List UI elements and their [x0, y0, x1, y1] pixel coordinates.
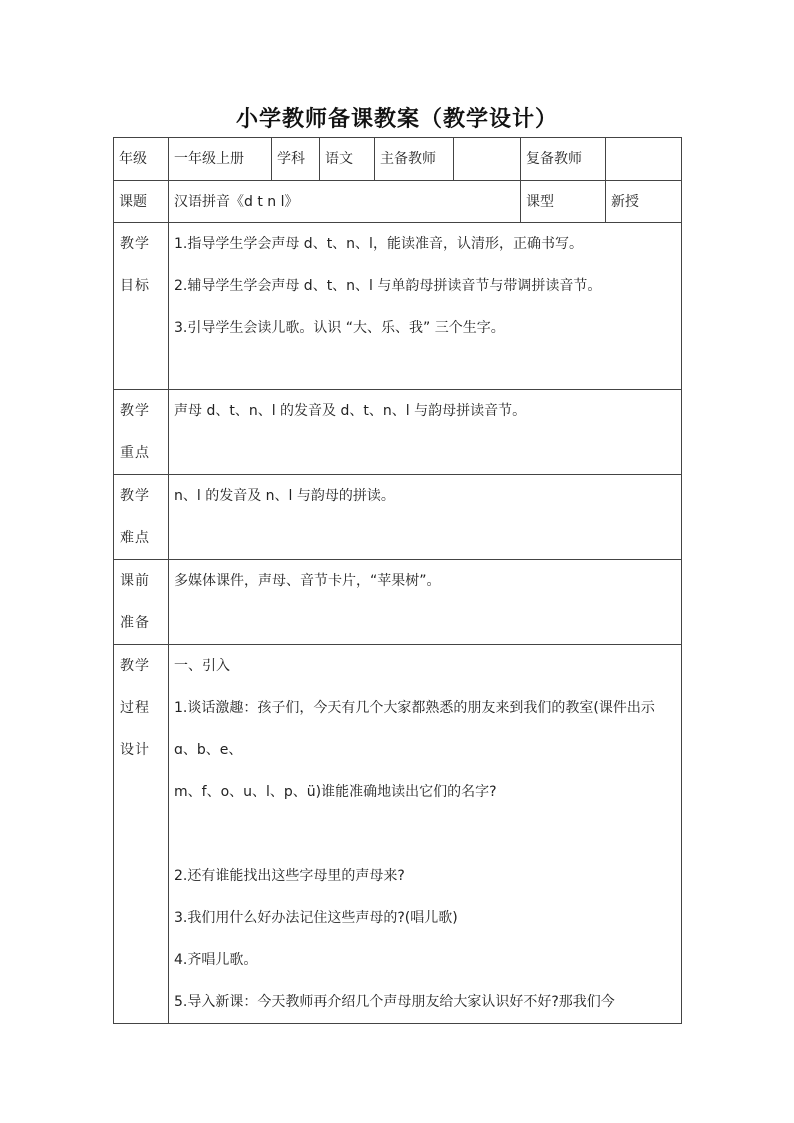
process-step-2: 2.还有谁能找出这些字母里的声母来? — [174, 868, 405, 884]
process-label-line-1: 教学 — [120, 658, 150, 674]
grade-label: 年级 — [114, 138, 169, 181]
lesson-type-label: 课型 — [521, 181, 606, 223]
process-step-1-cont: m、f、o、u、l、p、ü)谁能准确地读出它们的名字? — [174, 784, 497, 800]
blank-spacer — [174, 813, 676, 855]
header-row-2 — [114, 181, 682, 223]
topic-value: 汉语拼音《d t n l》 — [169, 181, 521, 223]
difficulties-content — [169, 475, 682, 560]
review-teacher-label: 复备教师 — [521, 138, 606, 181]
difficulties-label-line-1: 教学 — [120, 488, 150, 504]
lesson-type-value: 新授 — [606, 181, 682, 223]
header-row-1 — [114, 138, 682, 181]
goal-line-1: 1.指导学生学会声母 d、t、n、l，能读准音，认清形，正确书写。 — [174, 236, 583, 252]
difficulties-text: n、l 的发音及 n、l 与韵母的拼读。 — [174, 488, 395, 504]
key-points-label-line-1: 教学 — [120, 403, 150, 419]
key-points-label — [114, 390, 169, 475]
goal-line-3: 3.引导学生会读儿歌。认识 “大、乐、我” 三个生字。 — [174, 320, 505, 336]
key-points-text: 声母 d、t、n、l 的发音及 d、t、n、l 与韵母拼读音节。 — [174, 403, 527, 419]
goal-line-2: 2.辅导学生学会声母 d、t、n、l 与单韵母拼读音节与带调拼读音节。 — [174, 278, 602, 294]
process-content — [169, 645, 682, 1024]
topic-label: 课题 — [114, 181, 169, 223]
subject-value: 语文 — [320, 138, 375, 181]
process-label-line-3: 设计 — [120, 742, 150, 758]
preparation-text: 多媒体课件，声母、音节卡片，“苹果树”。 — [174, 573, 441, 589]
key-points-label-line-2: 重点 — [120, 445, 150, 461]
process-label — [114, 645, 169, 1024]
lesson-plan-table — [113, 137, 682, 1024]
lead-teacher-label: 主备教师 — [375, 138, 454, 181]
preparation-label-line-2: 准备 — [120, 615, 150, 631]
subject-label: 学科 — [272, 138, 320, 181]
goals-label-line-2: 目标 — [120, 278, 150, 294]
process-label-line-2: 过程 — [120, 700, 150, 716]
preparation-label-line-1: 课前 — [120, 573, 150, 589]
process-step-5: 5.导入新课：今天教师再介绍几个声母朋友给大家认识好不好?那我们今 — [174, 994, 615, 1010]
goals-content — [169, 223, 682, 390]
goals-label — [114, 223, 169, 390]
document-title: 小学教师备课教案（教学设计） — [235, 106, 558, 132]
grade-value: 一年级上册 — [169, 138, 272, 181]
goals-row — [114, 223, 682, 390]
process-row — [114, 645, 682, 1024]
preparation-row — [114, 560, 682, 645]
process-step-1: 1.谈话激趣：孩子们，今天有几个大家都熟悉的朋友来到我们的教室(课件出示ɑ、b、e、 — [174, 700, 655, 758]
difficulties-row — [114, 475, 682, 560]
key-points-row — [114, 390, 682, 475]
difficulties-label — [114, 475, 169, 560]
goals-label-line-1: 教学 — [120, 236, 150, 252]
process-step-4: 4.齐唱儿歌。 — [174, 952, 258, 968]
process-step-3: 3.我们用什么好办法记住这些声母的?(唱儿歌) — [174, 910, 458, 926]
lead-teacher-value — [454, 138, 521, 181]
process-heading: 一、引入 — [174, 658, 230, 674]
review-teacher-value — [606, 138, 682, 181]
preparation-label — [114, 560, 169, 645]
preparation-content — [169, 560, 682, 645]
key-points-content — [169, 390, 682, 475]
difficulties-label-line-2: 难点 — [120, 530, 150, 546]
